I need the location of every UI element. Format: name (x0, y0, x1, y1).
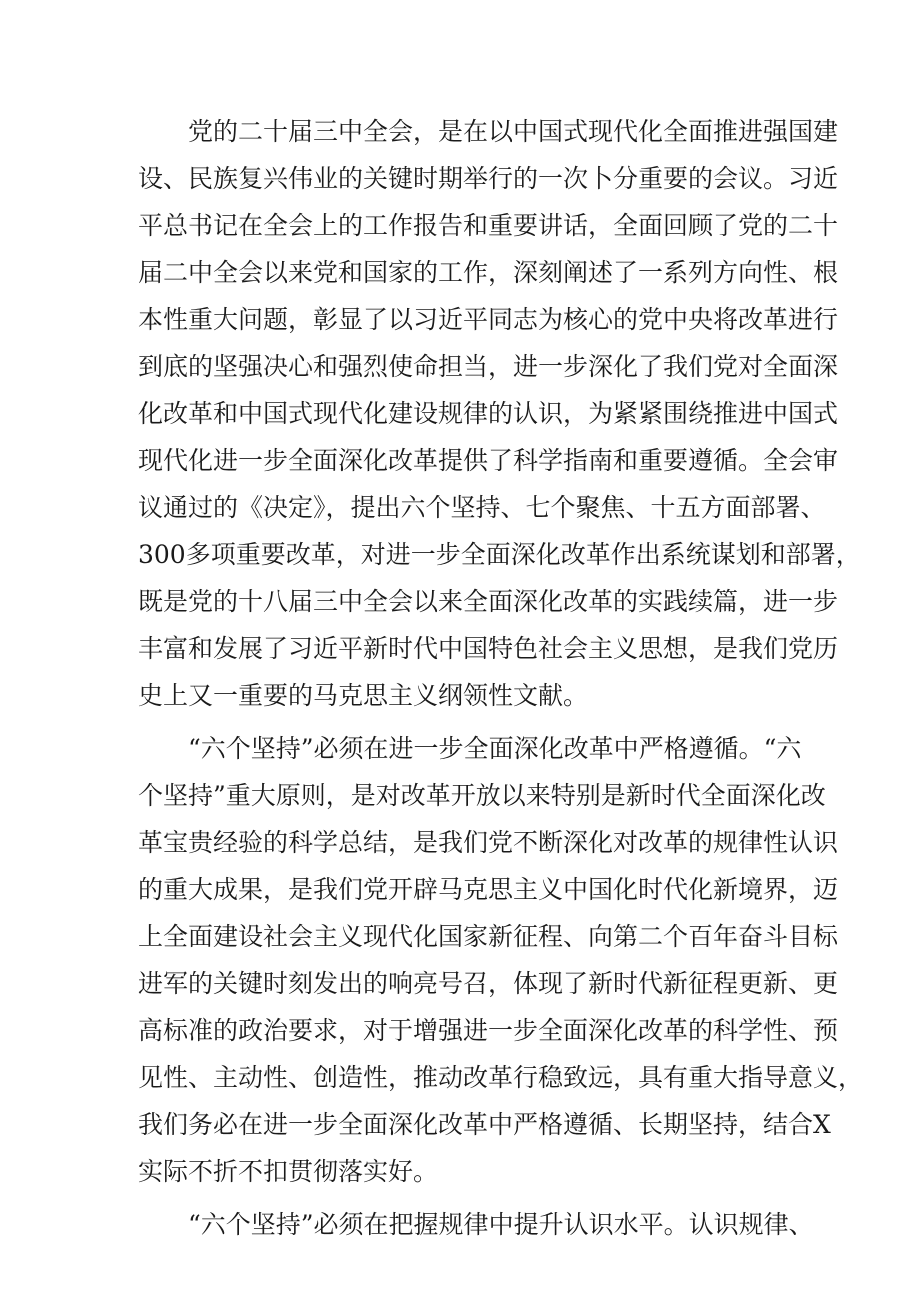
text-line: 党的二十届三中全会，是在以中国式现代化全面推进强国建 (188, 117, 839, 146)
text-line: 我们务必在进一步全面深化改革中严格遵循、长期坚持，结合X (138, 1110, 831, 1139)
text-line: 的重大成果，是我们党开辟马克思主义中国化时代化新境界，迈 (138, 875, 839, 904)
text-line: 见性、主动性、创造性，推动改革行稳致远，具有重大指导意义， (138, 1063, 864, 1092)
text-line: 史上又一重要的马克思主义纲领性文献。 (138, 681, 589, 710)
text-line: 议通过的《决定》，提出六个坚持、七个聚焦、十五方面部署、 (138, 493, 826, 522)
text-line: 300多项重要改革，对进一步全面深化改革作出系统谋划和部署， (138, 540, 861, 569)
text-line: 设、民族复兴伟业的关键时期举行的一次卜分重要的会议。习近 (138, 164, 839, 193)
text-line: 届二中全会以来党和国家的工作，深刻阐述了一系列方向性、根 (138, 258, 839, 287)
text-line: 高标准的政治要求，对于增强进一步全面深化改革的科学性、预 (138, 1016, 839, 1045)
text-line: 现代化进一步全面深化改革提供了科学指南和重要遵循。全会审 (138, 446, 839, 475)
text-line: 到底的坚强决心和强烈使命担当，进一步深化了我们党对全面深 (138, 352, 839, 381)
text-line: 本性重大问题，彰显了以习近平同志为核心的党中央将改革进行 (138, 305, 839, 334)
document-body (138, 108, 864, 1248)
text-line: “六个坚持”必须在把握规律中提升认识水平。认识规律、 (188, 1210, 814, 1239)
paragraph-2 (138, 725, 864, 1195)
text-line: 进军的关键时刻发出的响亮号召，体现了新时代新征程更新、更 (138, 969, 839, 998)
text-line: 平总书记在全会上的工作报告和重要讲话，全面回顾了党的二十 (138, 211, 839, 240)
text-line: 上全面建设社会主义现代化国家新征程、向第二个百年奋斗目标 (138, 922, 839, 951)
text-line: 实际不折不扣贯彻落实好。 (138, 1157, 439, 1186)
text-line: 化改革和中国式现代化建设规律的认识，为紧紧围绕推进中国式 (138, 399, 839, 428)
paragraph-3 (138, 1201, 814, 1248)
paragraph-1 (138, 108, 861, 719)
text-line: 个坚持”重大原则，是对改革开放以来特别是新时代全面深化改 (138, 781, 826, 810)
text-line: 丰富和发展了习近平新时代中国特色社会主义思想，是我们党历 (138, 634, 839, 663)
text-line: “六个坚持”必须在进一步全面深化改革中严格遵循。“六 (188, 734, 802, 763)
text-line: 既是党的十八届三中全会以来全面深化改革的实践续篇，进一步 (138, 587, 839, 616)
text-line: 革宝贵经验的科学总结，是我们党不断深化对改革的规律性认识 (138, 828, 839, 857)
